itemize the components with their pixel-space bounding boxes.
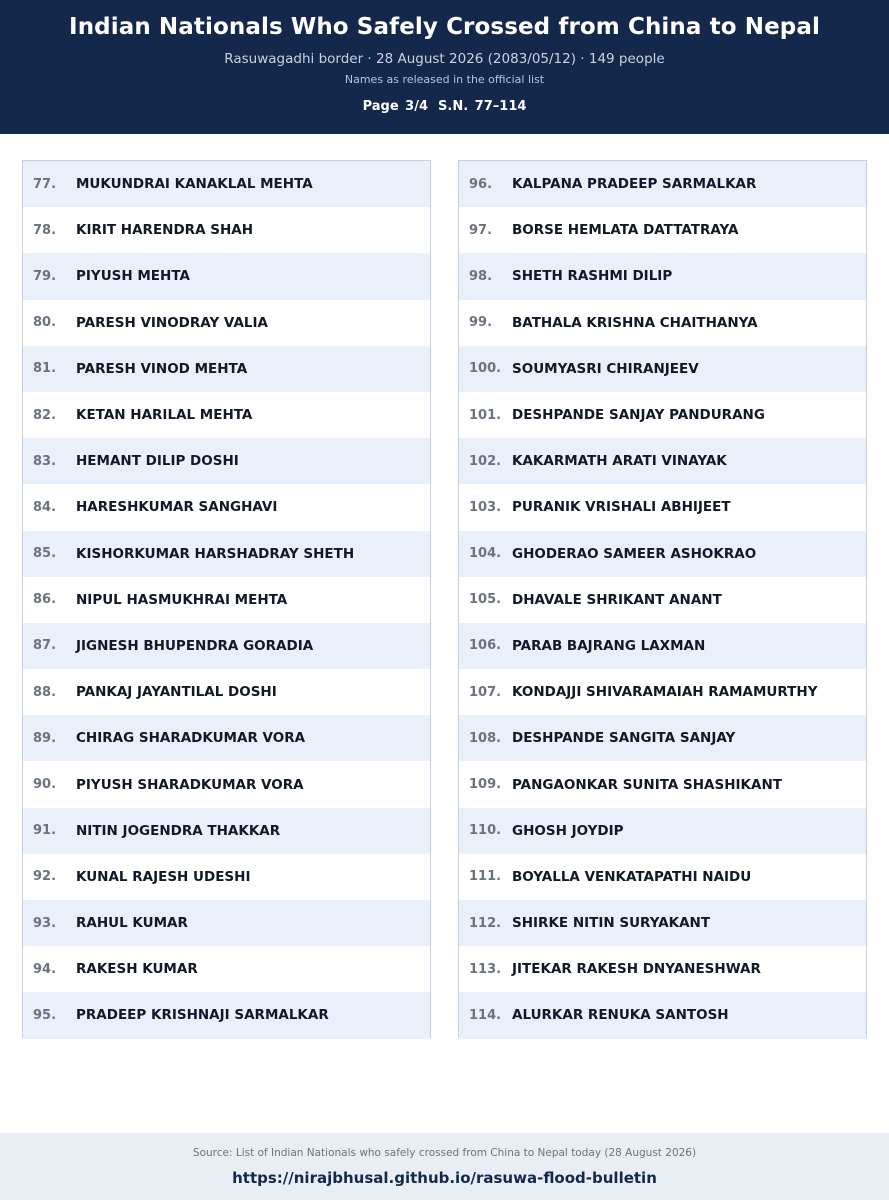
person-name: BORSE HEMLATA DATTATRAYA	[512, 222, 739, 239]
person-name: GHOSH JOYDIP	[512, 822, 624, 839]
serial-number: 102.	[469, 453, 502, 469]
list-item	[23, 253, 430, 299]
serial-number: 83.	[33, 453, 57, 469]
serial-number: 112.	[469, 915, 502, 931]
person-name: NITIN JOGENDRA THAKKAR	[76, 822, 281, 839]
list-item	[23, 577, 430, 623]
serial-number: 109.	[469, 777, 502, 793]
person-name: PANGAONKAR SUNITA SHASHIKANT	[512, 776, 782, 793]
person-name: ALURKAR RENUKA SANTOSH	[512, 1007, 729, 1024]
serial-number: 91.	[33, 823, 57, 839]
page-indicator	[0, 99, 889, 114]
list-item	[23, 484, 430, 530]
list-item	[23, 808, 430, 854]
person-name: PRADEEP KRISHNAJI SARMALKAR	[76, 1007, 329, 1024]
list-item	[459, 946, 866, 992]
serial-number: 88.	[33, 684, 57, 700]
person-name: SOUMYASRI CHIRANJEEV	[512, 360, 699, 377]
person-name: KAKARMATH ARATI VINAYAK	[512, 453, 727, 470]
serial-number: 84.	[33, 499, 57, 515]
person-name: RAKESH KUMAR	[76, 961, 198, 978]
list-item	[459, 392, 866, 438]
person-name: NIPUL HASMUKHRAI MEHTA	[76, 591, 288, 608]
serial-number: 94.	[33, 961, 57, 977]
names-column-right	[458, 160, 867, 1038]
person-name: PANKAJ JAYANTILAL DOSHI	[76, 684, 277, 701]
serial-number: 81.	[33, 361, 57, 377]
person-name: SHIRKE NITIN SURYAKANT	[512, 915, 711, 932]
list-item	[23, 346, 430, 392]
person-name: KONDAJJI SHIVARAMAIAH RAMAMURTHY	[512, 684, 818, 701]
list-item	[459, 577, 866, 623]
page-subtitle: Rasuwagadhi border · 28 August 2026 (2083/05/12) · 149 people	[224, 51, 665, 67]
serial-number: 95.	[33, 1007, 57, 1023]
list-item	[459, 300, 866, 346]
serial-number: 110.	[469, 823, 502, 839]
list-item	[459, 900, 866, 946]
list-item	[459, 623, 866, 669]
page-header	[0, 0, 889, 134]
list-item	[459, 992, 866, 1038]
serial-number: 104.	[469, 546, 502, 562]
serial-number: 90.	[33, 777, 57, 793]
person-name: GHODERAO SAMEER ASHOKRAO	[512, 545, 757, 562]
person-name: MUKUNDRAI KANAKLAL MEHTA	[76, 176, 313, 193]
serial-number: 100.	[469, 361, 502, 377]
serial-number: 80.	[33, 315, 57, 331]
serial-number: 111.	[469, 869, 502, 885]
list-item	[459, 808, 866, 854]
page-title: Indian Nationals Who Safely Crossed from China to Nepal	[69, 14, 820, 40]
person-name: BOYALLA VENKATAPATHI NAIDU	[512, 868, 752, 885]
person-name: BATHALA KRISHNA CHAITHANYA	[512, 314, 758, 331]
list-item	[23, 946, 430, 992]
person-name: PIYUSH SHARADKUMAR VORA	[76, 776, 304, 793]
list-item	[459, 761, 866, 807]
names-column-left	[22, 160, 431, 1038]
page-footer	[0, 1133, 889, 1200]
list-item	[23, 207, 430, 253]
list-item	[23, 854, 430, 900]
person-name: PIYUSH MEHTA	[76, 268, 190, 285]
person-name: DHAVALE SHRIKANT ANANT	[512, 591, 722, 608]
list-item	[23, 300, 430, 346]
serial-number: 101.	[469, 407, 502, 423]
list-item	[23, 438, 430, 484]
person-name: PARESH VINOD MEHTA	[76, 360, 248, 377]
list-item	[23, 992, 430, 1038]
serial-number: 79.	[33, 268, 57, 284]
serial-number: 82.	[33, 407, 57, 423]
person-name: PARAB BAJRANG LAXMAN	[512, 637, 706, 654]
list-item	[459, 854, 866, 900]
list-item	[459, 207, 866, 253]
serial-number: 106.	[469, 638, 502, 654]
person-name: DESHPANDE SANJAY PANDURANG	[512, 407, 765, 424]
serial-number: 113.	[469, 961, 502, 977]
list-item	[459, 531, 866, 577]
list-item	[23, 623, 430, 669]
serial-number: 85.	[33, 546, 57, 562]
serial-number: 86.	[33, 592, 57, 608]
list-item	[459, 484, 866, 530]
serial-number: 87.	[33, 638, 57, 654]
list-item	[459, 161, 866, 207]
person-name: KISHORKUMAR HARSHADRAY SHETH	[76, 545, 355, 562]
list-note: Names as released in the official list	[344, 73, 545, 86]
list-item	[23, 161, 430, 207]
serial-number: 107.	[469, 684, 502, 700]
serial-range: S.N. 77–114	[438, 99, 527, 114]
list-item	[459, 346, 866, 392]
serial-number: 98.	[469, 268, 493, 284]
list-item	[23, 900, 430, 946]
person-name: DESHPANDE SANGITA SANJAY	[512, 730, 736, 747]
person-name: PURANIK VRISHALI ABHIJEET	[512, 499, 731, 516]
list-item	[459, 253, 866, 299]
person-name: HARESHKUMAR SANGHAVI	[76, 499, 278, 516]
serial-number: 96.	[469, 176, 493, 192]
serial-number: 99.	[469, 315, 493, 331]
list-item	[23, 761, 430, 807]
serial-number: 97.	[469, 222, 493, 238]
list-item	[23, 531, 430, 577]
list-item	[23, 392, 430, 438]
person-name: KALPANA PRADEEP SARMALKAR	[512, 176, 757, 193]
person-name: SHETH RASHMI DILIP	[512, 268, 673, 285]
serial-number: 89.	[33, 730, 57, 746]
person-name: KETAN HARILAL MEHTA	[76, 407, 253, 424]
person-name: CHIRAG SHARADKUMAR VORA	[76, 730, 306, 747]
person-name: RAHUL KUMAR	[76, 915, 188, 932]
serial-number: 93.	[33, 915, 57, 931]
list-item	[23, 669, 430, 715]
list-item	[459, 669, 866, 715]
source-note: Source: List of Indian Nationals who safely crossed from China to Nepal today (28 August 2026)	[192, 1147, 697, 1159]
serial-number: 114.	[469, 1007, 502, 1023]
person-name: HEMANT DILIP DOSHI	[76, 453, 239, 470]
serial-number: 77.	[33, 176, 57, 192]
person-name: PARESH VINODRAY VALIA	[76, 314, 268, 331]
serial-number: 92.	[33, 869, 57, 885]
person-name: KIRIT HARENDRA SHAH	[76, 222, 253, 239]
list-item	[23, 715, 430, 761]
serial-number: 105.	[469, 592, 502, 608]
person-name: JIGNESH BHUPENDRA GORADIA	[76, 637, 314, 654]
serial-number: 103.	[469, 499, 502, 515]
person-name: KUNAL RAJESH UDESHI	[76, 868, 251, 885]
serial-number: 78.	[33, 222, 57, 238]
page-number: Page 3/4	[362, 99, 429, 114]
list-item	[459, 438, 866, 484]
person-name: JITEKAR RAKESH DNYANESHWAR	[512, 961, 761, 978]
serial-number: 108.	[469, 730, 502, 746]
list-item	[459, 715, 866, 761]
bulletin-link[interactable]: https://nirajbhusal.github.io/rasuwa-flood-bulletin	[232, 1169, 657, 1187]
